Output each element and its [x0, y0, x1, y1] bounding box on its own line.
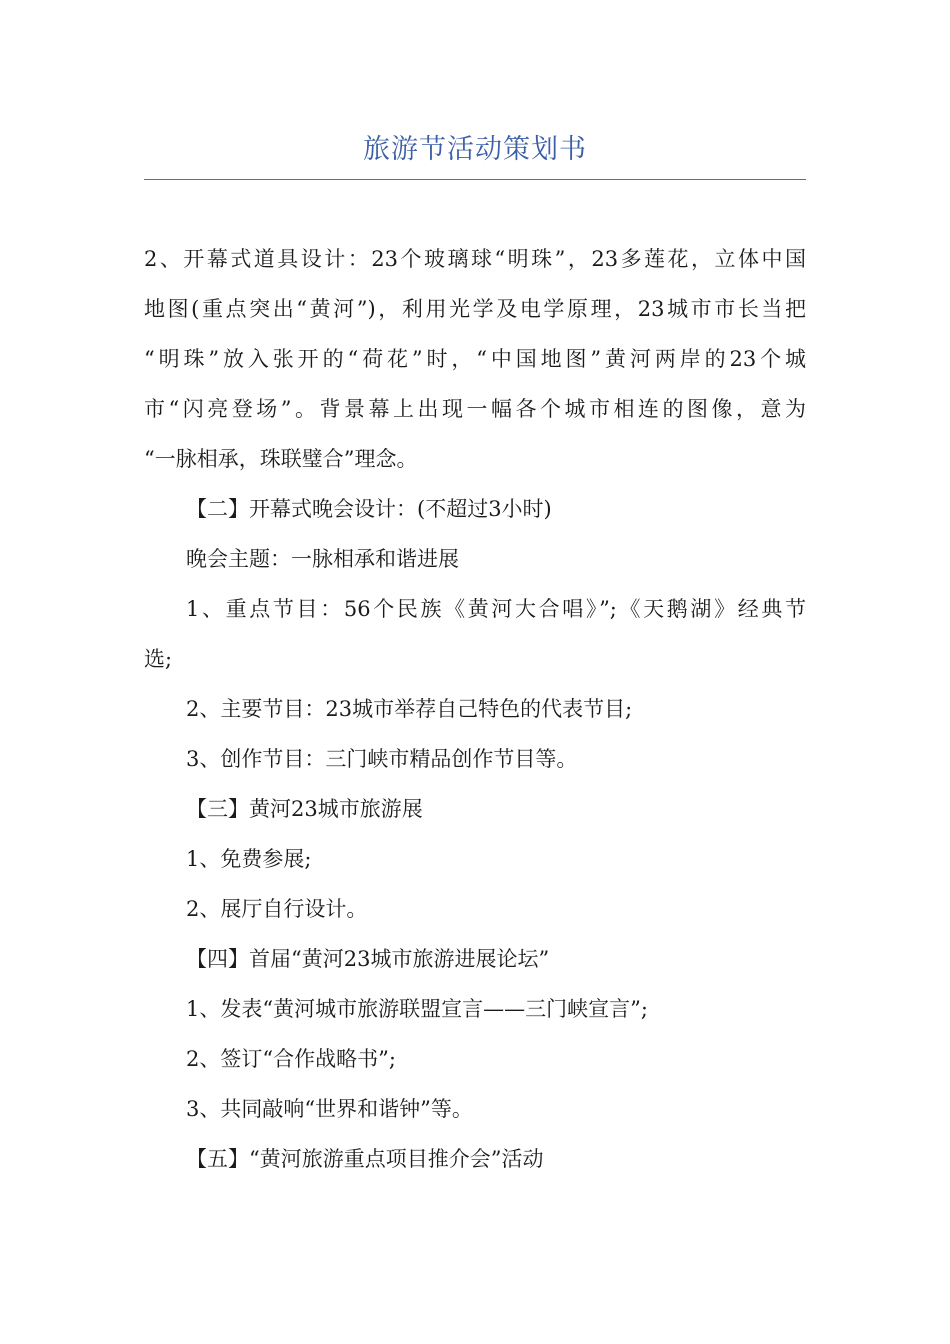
text-line: 1、重点节目：56个民族《黄河大合唱》”;《天鹅湖》经典节: [186, 597, 806, 621]
section-heading-2: 【二】开幕式晚会设计：(不超过3小时): [186, 497, 552, 521]
text-line: 选;: [144, 647, 173, 671]
text-line: “一脉相承，珠联璧合”理念。: [144, 447, 418, 471]
text-line: 2、开幕式道具设计：23个玻璃球“明珠”，23多莲花，立体中国: [144, 247, 806, 271]
list-item: 2、主要节目：23城市举荐自己特色的代表节目;: [186, 697, 633, 721]
list-item: 3、共同敲响“世界和谐钟”等。: [186, 1097, 473, 1121]
list-item: [144, 584, 806, 684]
document-body: [144, 234, 806, 1184]
text-line: 市“闪亮登场”。背景幕上出现一幅各个城市相连的图像，意为: [144, 397, 806, 421]
section-heading-3: 【三】黄河23城市旅游展: [186, 797, 423, 821]
text-line: “明珠”放入张开的“荷花”时，“中国地图”黄河两岸的23个城: [144, 347, 806, 371]
title-underline: [144, 179, 806, 180]
list-item: 1、发表“黄河城市旅游联盟宣言——三门峡宣言”;: [186, 997, 648, 1021]
gala-theme: 晚会主题：一脉相承和谐进展: [186, 547, 459, 571]
section-heading-5: 【五】“黄河旅游重点项目推介会”活动: [186, 1147, 544, 1171]
section-heading-4: 【四】首届“黄河23城市旅游进展论坛”: [186, 947, 550, 971]
list-item: 1、免费参展;: [186, 847, 312, 871]
document-title: 旅游节活动策划书: [363, 134, 587, 165]
list-item: 2、展厅自行设计。: [186, 897, 368, 921]
paragraph-props-design: [144, 234, 806, 484]
text-line: 地图(重点突出“黄河”)，利用光学及电学原理，23城市市长当把: [144, 297, 806, 321]
list-item: 3、创作节目：三门峡市精品创作节目等。: [186, 747, 578, 771]
list-item: 2、签订“合作战略书”;: [186, 1047, 396, 1071]
